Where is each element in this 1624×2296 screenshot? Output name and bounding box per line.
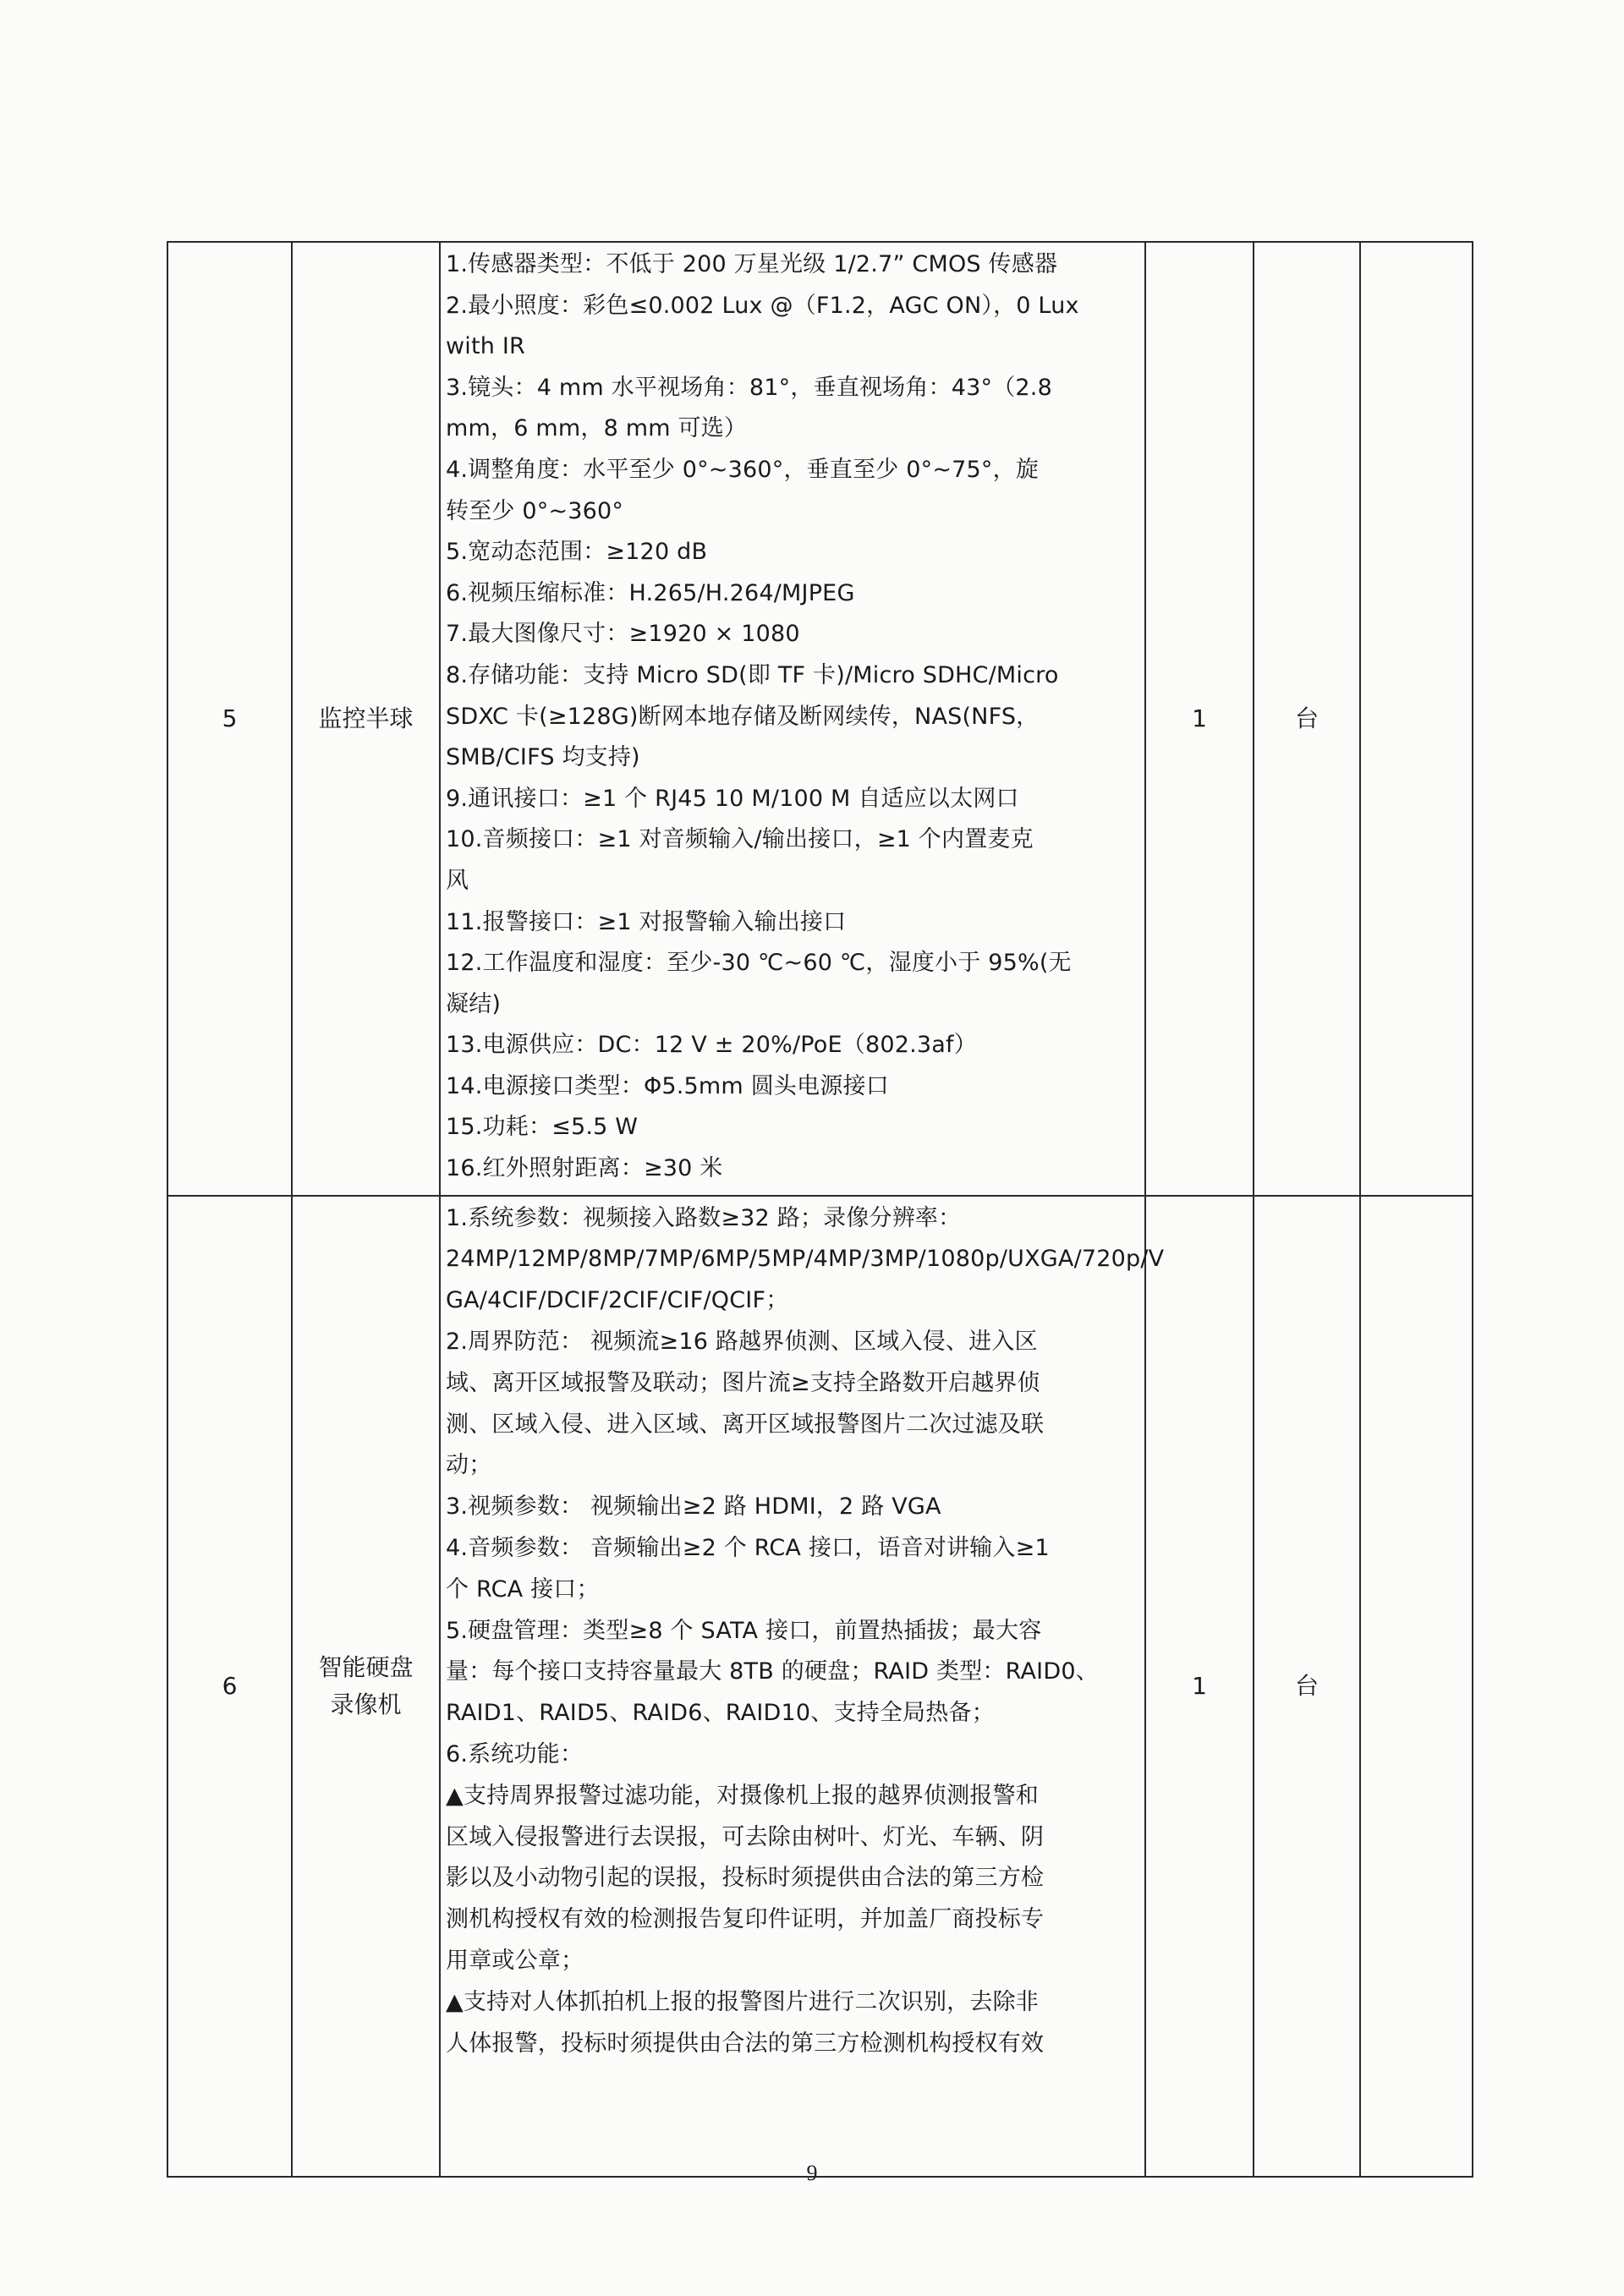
item-specification [440,1196,1165,2177]
spec-line: 6.系统功能： [446,1741,584,1768]
spec-line: 5.硬盘管理：类型≥8 个 SATA 接口，前置热插拔；最大容 [446,1617,1042,1644]
spec-line: 人体报警，投标时须提供由合法的第三方检测机构授权有效 [446,2030,1045,2057]
spec-line: 量：每个接口支持容量最大 8TB 的硬盘；RAID 类型：RAID0、 [446,1658,1099,1685]
spec-line: 10.音频接口：≥1 对音频输入/输出接口，≥1 个内置麦克 [446,826,1034,853]
spec-line: 凝结) [446,990,502,1017]
spec-line: 6.视频压缩标准：H.265/H.264/MJPEG [446,579,855,606]
spec-line: 11.报警接口：≥1 对报警输入输出接口 [446,908,847,935]
item-quantity: 1 [1145,1196,1254,2177]
spec-line: 动； [446,1452,492,1479]
spec-line: 域、离开区域报警及联动；图片流≥支持全路数开启越界侦 [446,1369,1040,1396]
spec-line: RAID1、RAID5、RAID6、RAID10、支持全局热备； [446,1700,995,1727]
spec-line: 1.传感器类型：不低于 200 万星光级 1/2.7” CMOS 传感器 [446,251,1058,277]
spec-line: 区域入侵报警进行去误报，可去除由树叶、灯光、车辆、阴 [446,1823,1045,1850]
spec-line: mm，6 mm，8 mm 可选） [446,415,748,442]
spec-line: ▲支持对人体抓拍机上报的报警图片进行二次识别，去除非 [446,1988,1039,2015]
spec-line: 4.调整角度：水平至少 0°~360°，垂直至少 0°~75°，旋 [446,456,1040,483]
spec-line: 测、区域入侵、进入区域、离开区域报警图片二次过滤及联 [446,1411,1045,1438]
spec-line: 3.视频参数： 视频输出≥2 路 HDMI，2 路 VGA [446,1493,941,1521]
item-quantity: 1 [1145,242,1254,1196]
item-remark [1360,1196,1473,2177]
spec-line: 14.电源接口类型：Φ5.5mm 圆头电源接口 [446,1072,889,1099]
spec-line: 2.周界防范： 视频流≥16 路越界侦测、区域入侵、进入区 [446,1329,1038,1356]
spec-line: 24MP/12MP/8MP/7MP/6MP/5MP/4MP/3MP/1080p/UXGA/720p/V [446,1246,1165,1273]
page-number: 9 [806,2161,818,2185]
spec-line: SMB/CIFS 均支持) [446,744,640,771]
spec-line: 7.最大图像尺寸：≥1920 × 1080 [446,621,800,648]
item-name-line: 智能硬盘录像机 [318,1652,414,1718]
spec-line: 5.宽动态范围：≥120 dB [446,539,708,566]
item-number: 6 [167,1196,292,2177]
spec-line: 测机构授权有效的检测报告复印件证明，并加盖厂商投标专 [446,1906,1045,1933]
spec-line: 15.功耗：≤5.5 W [446,1114,639,1141]
spec-line: with IR [446,333,525,360]
spec-line: 16.红外照射距离：≥30 米 [446,1155,723,1182]
spec-line: 9.通讯接口：≥1 个 RJ45 10 M/100 M 自适应以太网口 [446,785,1019,812]
spec-line: 影以及小动物引起的误报，投标时须提供由合法的第三方检 [446,1865,1045,1892]
item-remark [1360,242,1473,1196]
spec-line: SDXC 卡(≥128G)断网本地存储及断网续传，NAS(NFS， [446,703,1040,730]
spec-line: 1.系统参数：视频接入路数≥32 路；录像分辨率： [446,1204,962,1231]
item-name: 监控半球 [292,242,440,1196]
spec-line: ▲支持周界报警过滤功能，对摄像机上报的越界侦测报警和 [446,1782,1039,1809]
spec-line: 3.镜头：4 mm 水平视场角：81°，垂直视场角：43°（2.8 [446,374,1052,401]
table-row [167,242,1473,1196]
spec-line: 4.音频参数： 音频输出≥2 个 RCA 接口，语音对讲输入≥1 [446,1535,1050,1562]
spec-line: 用章或公章； [446,1948,584,1974]
spec-line: 13.电源供应：DC：12 V ± 20%/PoE（802.3af） [446,1032,977,1059]
spec-line: 个 RCA 接口； [446,1575,600,1603]
item-name [292,1196,440,2177]
spec-line: GA/4CIF/DCIF/2CIF/CIF/QCIF； [446,1287,789,1314]
spec-line: 8.存储功能：支持 Micro SD(即 TF 卡)/Micro SDHC/Micro [446,661,1059,688]
table-row [167,1196,1473,2177]
spec-line: 风 [446,867,469,894]
item-unit: 台 [1254,242,1360,1196]
spec-line: 转至少 0°~360° [446,497,624,524]
spec-line: 12.工作温度和湿度：至少-30 ℃~60 ℃，湿度小于 95%(无 [446,950,1072,977]
item-specification [440,242,1145,1196]
spec-line: 2.最小照度：彩色≤0.002 Lux @（F1.2，AGC ON），0 Lux [446,292,1079,319]
item-number: 5 [167,242,292,1196]
equipment-spec-table [167,241,1473,2178]
item-unit: 台 [1254,1196,1360,2177]
